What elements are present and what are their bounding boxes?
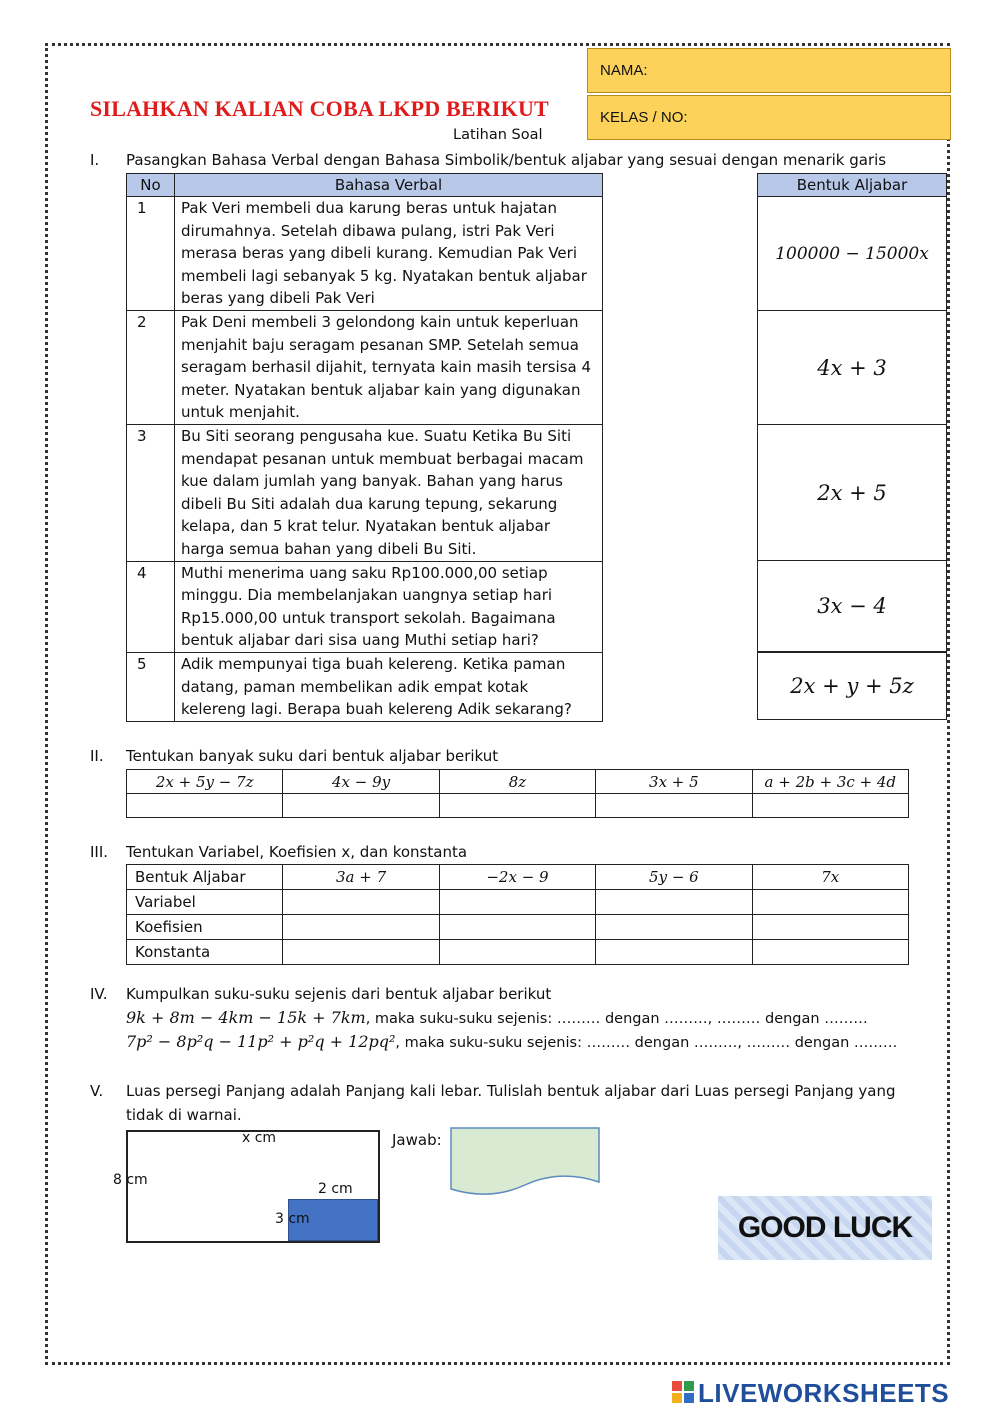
section5-number: V. — [90, 1082, 104, 1100]
header-label: Bentuk Aljabar — [127, 865, 283, 890]
answer-cell[interactable] — [127, 794, 283, 818]
row-number: 5 — [127, 652, 175, 721]
verbal-row[interactable] — [127, 652, 603, 721]
answer-cell[interactable] — [752, 890, 908, 915]
row-number: 3 — [127, 425, 175, 562]
answer-cell[interactable] — [596, 890, 752, 915]
section4-line2 — [126, 1032, 897, 1051]
algebra-option[interactable]: 3x − 4 — [758, 561, 947, 652]
algebra-table-last — [757, 652, 947, 720]
expression-2-tail: , maka suku-suku sejenis: ……… dengan ………, ……… dengan ……… — [395, 1035, 898, 1051]
variabel-table — [126, 864, 909, 965]
col-alg-header: Bentuk Aljabar — [758, 174, 947, 197]
label-x-cm: x cm — [242, 1130, 277, 1146]
suku-table — [126, 769, 909, 818]
answer-cell[interactable] — [283, 890, 439, 915]
answer-cell[interactable] — [283, 794, 439, 818]
section2-instruction: Tentukan banyak suku dari bentuk aljabar berikut — [126, 747, 499, 765]
section4-instruction: Kumpulkan suku-suku sejenis dari bentuk aljabar berikut — [126, 985, 552, 1003]
label-8-cm: 8 cm — [113, 1172, 148, 1188]
algebra-option[interactable]: 2x + y + 5z — [758, 653, 947, 720]
expression-cell: 8z — [439, 770, 595, 794]
label-2-cm: 2 cm — [318, 1181, 353, 1197]
answer-label: Jawab: — [392, 1131, 442, 1149]
section1-instruction: Pasangkan Bahasa Verbal dengan Bahasa Simbolik/bentuk aljabar yang sesuai dengan menarik garis — [126, 151, 887, 169]
row-number: 4 — [127, 561, 175, 652]
verbal-text: Pak Deni membeli 3 gelondong kain untuk keperluan menjahit baju seragam pesanan SMP. Setelah semua seragam berhasil dijahit, ternyata kain masih tersisa 4 meter. Nyatakan bentuk aljabar kain yang digunakan untuk menjahit. — [175, 311, 603, 425]
page-title: SILAHKAN KALIAN COBA LKPD BERIKUT — [90, 96, 549, 121]
algebra-table — [757, 173, 947, 652]
liveworksheets-logo[interactable]: LIVEWORKSHEETS — [698, 1378, 950, 1408]
row-label: Koefisien — [127, 915, 283, 940]
verbal-row[interactable] — [127, 425, 603, 562]
verbal-table — [126, 173, 603, 722]
expression-cell: 2x + 5y − 7z — [127, 770, 283, 794]
row-label: Konstanta — [127, 940, 283, 965]
answer-cell[interactable] — [752, 940, 908, 965]
expression-1-tail: , maka suku-suku sejenis: ……… dengan ………, ……… dengan ……… — [365, 1011, 868, 1027]
section5-instruction-2: tidak di warnai. — [126, 1106, 242, 1124]
col-no-header: No — [127, 174, 175, 197]
expression-cell: −2x − 9 — [439, 865, 595, 890]
expression-cell: 3a + 7 — [283, 865, 439, 890]
expression-cell: 3x + 5 — [596, 770, 752, 794]
answer-cell[interactable] — [439, 940, 595, 965]
section3-instruction: Tentukan Variabel, Koefisien x, dan konstanta — [126, 843, 468, 861]
answer-cell[interactable] — [283, 940, 439, 965]
section3-number: III. — [90, 843, 109, 861]
good-luck-banner: GOOD LUCK — [718, 1196, 932, 1260]
answer-cell[interactable] — [752, 794, 908, 818]
expression-cell: a + 2b + 3c + 4d — [752, 770, 908, 794]
expression-2: 7p² − 8p²q − 11p² + p²q + 12pq² — [126, 1032, 396, 1051]
kelas-label: KELAS / NO: — [600, 109, 688, 126]
answer-cell[interactable] — [752, 915, 908, 940]
verbal-row[interactable] — [127, 561, 603, 652]
algebra-option[interactable]: 4x + 3 — [758, 311, 947, 425]
verbal-text: Pak Veri membeli dua karung beras untuk hajatan dirumahnya. Setelah dibawa pulang, istri Pak Veri merasa beras yang dibeli kurang. Kemudian Pak Veri membeli lagi sebanyak 5 kg. Nyatakan bentuk aljabar beras yang dibeli Pak Veri — [175, 197, 603, 311]
label-3-cm: 3 cm — [275, 1211, 310, 1227]
answer-cell[interactable] — [439, 794, 595, 818]
algebra-option[interactable]: 2x + 5 — [758, 425, 947, 561]
answer-cell[interactable] — [439, 890, 595, 915]
col-verbal-header: Bahasa Verbal — [175, 174, 603, 197]
answer-box[interactable] — [450, 1127, 602, 1199]
answer-cell[interactable] — [283, 915, 439, 940]
row-number: 2 — [127, 311, 175, 425]
algebra-option[interactable]: 100000 − 15000x — [758, 197, 947, 311]
answer-cell[interactable] — [596, 794, 752, 818]
page-subtitle: Latihan Soal — [453, 127, 543, 143]
verbal-text: Adik mempunyai tiga buah kelereng. Ketika paman datang, paman membelikan adik empat kotak kelereng lagi. Berapa buah kelereng Adik sekarang? — [175, 652, 603, 721]
answer-cell[interactable] — [439, 915, 595, 940]
answer-cell[interactable] — [596, 940, 752, 965]
section4-number: IV. — [90, 985, 108, 1003]
expression-cell: 7x — [752, 865, 908, 890]
expression-cell: 4x − 9y — [283, 770, 439, 794]
answer-cell[interactable] — [596, 915, 752, 940]
nama-field[interactable] — [587, 48, 951, 93]
section1-number: I. — [90, 151, 100, 169]
section5-instruction-1: Luas persegi Panjang adalah Panjang kali lebar. Tulislah bentuk aljabar dari Luas persegi Panjang yang — [126, 1082, 896, 1100]
verbal-row[interactable] — [127, 311, 603, 425]
row-label: Variabel — [127, 890, 283, 915]
nama-label: NAMA: — [600, 62, 648, 79]
expression-1: 9k + 8m − 4km − 15k + 7km — [126, 1008, 366, 1027]
row-number: 1 — [127, 197, 175, 311]
verbal-text: Bu Siti seorang pengusaha kue. Suatu Ketika Bu Siti mendapat pesanan untuk membuat berbagai macam kue dalam jumlah yang banyak. Bahan yang harus dibeli Bu Siti adalah dua karung tepung, sekarung kelapa, dan 5 krat telur. Nyatakan bentuk aljabar harga semua bahan yang dibeli Bu Siti. — [175, 425, 603, 562]
liveworksheets-logo-icon — [672, 1381, 696, 1405]
expression-cell: 5y − 6 — [596, 865, 752, 890]
verbal-row[interactable] — [127, 197, 603, 311]
kelas-field[interactable] — [587, 95, 951, 140]
section4-line1 — [126, 1008, 868, 1027]
verbal-text: Muthi menerima uang saku Rp100.000,00 setiap minggu. Dia membelanjakan uangnya setiap hari Rp15.000,00 untuk transport sekolah. Bagaimana bentuk aljabar dari sisa uang Muthi setiap hari? — [175, 561, 603, 652]
section2-number: II. — [90, 747, 104, 765]
